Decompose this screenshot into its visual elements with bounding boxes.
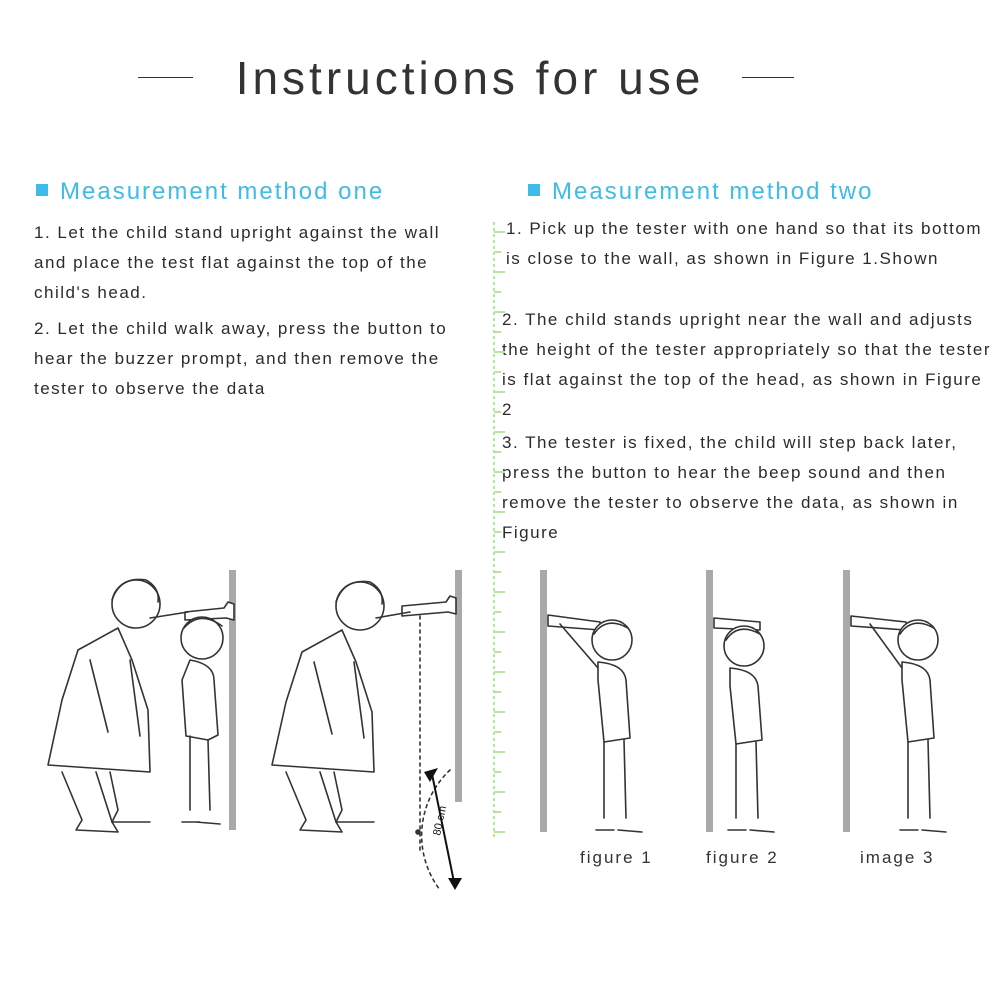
title-block [0, 50, 1000, 110]
title-line-right [742, 77, 794, 78]
scene-image-3 [843, 570, 946, 832]
method-two-heading [528, 177, 873, 207]
caption-figure-1: figure 1 [580, 848, 653, 867]
method-one-step-1: 1. Let the child stand upright against the wall and place the test flat against the top of the child's head. [34, 223, 440, 302]
page-title: Instructions for use [235, 52, 705, 104]
title-line-left [138, 77, 193, 78]
caption-image-3: image 3 [860, 848, 935, 867]
illustration-panel [0, 560, 1000, 900]
method-two-step-3: 3. The tester is fixed, the child will step back later, press the button to hear the beep sound and then remove the tester to observe the data, as shown in Figure [502, 433, 959, 542]
method-one-heading-text: Measurement method one [60, 178, 385, 205]
method-one-step-2: 2. Let the child walk away, press the button to hear the buzzer prompt, and then remove the tester to observe the data [34, 319, 448, 398]
distance-label: 80 cm [431, 804, 450, 837]
square-bullet-icon [36, 184, 48, 196]
method-one-heading [36, 177, 384, 207]
square-bullet-icon [528, 184, 540, 196]
scene-figure-1 [540, 570, 642, 832]
method-two-step-2: 2. The child stands upright near the wall and adjusts the height of the tester appropriately so that the tester is flat against the top of the head, as shown in Figure 2 [502, 310, 992, 419]
scene-figure-2 [706, 570, 774, 832]
scene-method-one [48, 570, 236, 832]
method-two-heading-text: Measurement method two [552, 178, 874, 205]
scene-method-one-step-back [272, 570, 462, 890]
caption-figure-2: figure 2 [706, 848, 779, 867]
method-two-step-1: 1. Pick up the tester with one hand so that its bottom is close to the wall, as shown in Figure 1.Shown [506, 219, 983, 268]
